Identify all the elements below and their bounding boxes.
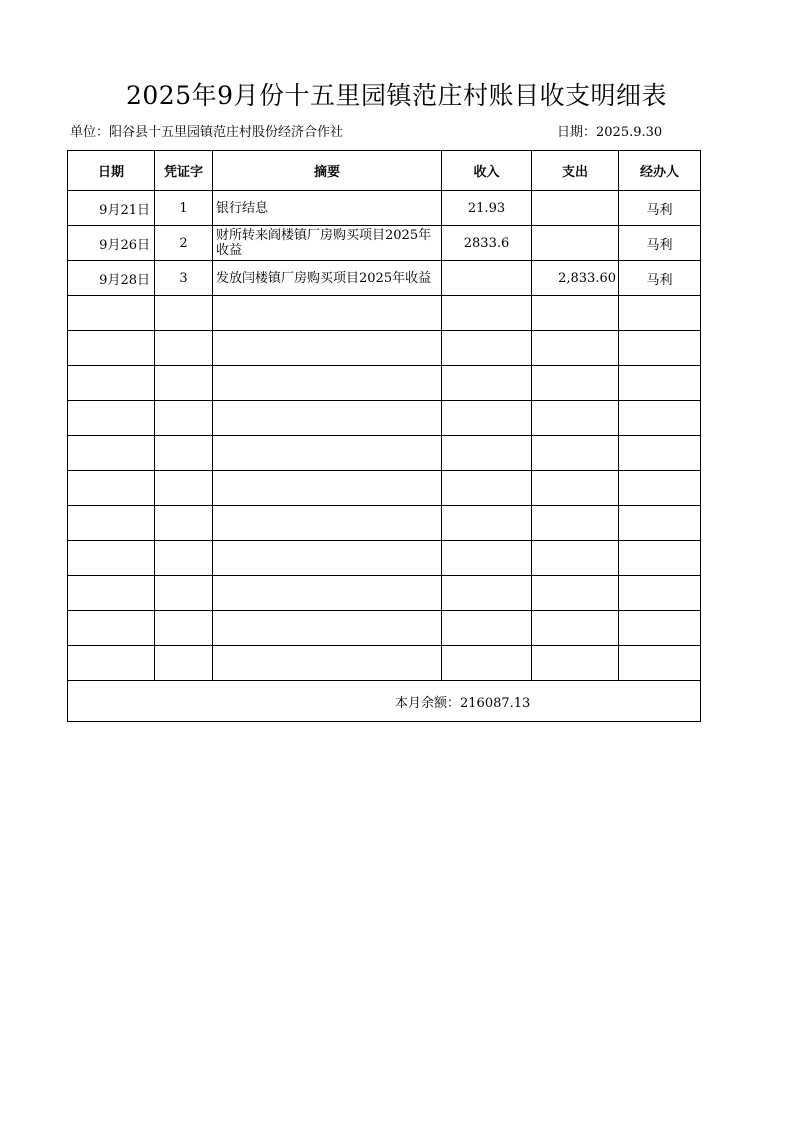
cell-summary	[213, 331, 442, 366]
cell-date	[68, 296, 155, 331]
empty-table-row	[68, 576, 701, 611]
cell-expense	[532, 436, 619, 471]
footer-row	[68, 681, 701, 722]
cell-summary	[213, 401, 442, 436]
cell-expense	[532, 401, 619, 436]
table-row	[68, 226, 701, 261]
cell-date	[68, 541, 155, 576]
month-balance	[395, 696, 530, 711]
table-row	[68, 261, 701, 296]
cell-income: 2833.6	[442, 226, 532, 261]
cell-expense	[532, 226, 619, 261]
cell-voucher	[155, 541, 213, 576]
cell-income	[442, 366, 532, 401]
empty-table-row	[68, 646, 701, 681]
cell-handler	[619, 366, 701, 401]
cell-summary	[213, 506, 442, 541]
empty-table-row	[68, 401, 701, 436]
cell-expense	[532, 191, 619, 226]
cell-summary	[213, 541, 442, 576]
cell-summary: 财所转来阎楼镇厂房购买项目2025年收益	[213, 226, 442, 261]
cell-expense: 2,833.60	[532, 261, 619, 296]
cell-expense	[532, 646, 619, 681]
ledger-table	[67, 150, 701, 722]
cell-summary	[213, 366, 442, 401]
cell-expense	[532, 541, 619, 576]
column-header-expense: 支出	[532, 151, 619, 191]
table-row	[68, 191, 701, 226]
cell-handler	[619, 646, 701, 681]
cell-income	[442, 471, 532, 506]
balance-cell	[68, 681, 701, 722]
cell-date	[68, 506, 155, 541]
cell-income	[442, 646, 532, 681]
cell-voucher	[155, 331, 213, 366]
column-header-handler: 经办人	[619, 151, 701, 191]
cell-handler: 马利	[619, 226, 701, 261]
report-date: 日期：2025.9.30	[557, 125, 663, 140]
page-title: 2025年9月份十五里园镇范庄村账目收支明细表	[125, 81, 668, 110]
cell-income: 21.93	[442, 191, 532, 226]
cell-summary: 银行结息	[213, 191, 442, 226]
cell-expense	[532, 471, 619, 506]
cell-summary	[213, 296, 442, 331]
cell-date	[68, 471, 155, 506]
cell-voucher	[155, 436, 213, 471]
cell-handler	[619, 436, 701, 471]
column-header-date: 日期	[68, 151, 155, 191]
cell-voucher	[155, 471, 213, 506]
cell-voucher: 3	[155, 261, 213, 296]
cell-handler	[619, 576, 701, 611]
cell-date	[68, 611, 155, 646]
balance-label: 本月余额：	[395, 695, 461, 711]
cell-summary: 发放闫楼镇厂房购买项目2025年收益	[213, 261, 442, 296]
cell-voucher	[155, 366, 213, 401]
cell-expense	[532, 331, 619, 366]
cell-expense	[532, 296, 619, 331]
cell-income	[442, 541, 532, 576]
cell-income	[442, 331, 532, 366]
cell-summary	[213, 611, 442, 646]
cell-handler: 马利	[619, 191, 701, 226]
cell-date: 9月28日	[68, 261, 155, 296]
cell-handler	[619, 471, 701, 506]
empty-table-row	[68, 436, 701, 471]
balance-value: 216087.13	[460, 695, 531, 711]
cell-income	[442, 296, 532, 331]
cell-voucher: 2	[155, 226, 213, 261]
cell-handler	[619, 331, 701, 366]
cell-date	[68, 401, 155, 436]
cell-handler	[619, 296, 701, 331]
cell-income	[442, 401, 532, 436]
cell-date: 9月26日	[68, 226, 155, 261]
cell-date	[68, 366, 155, 401]
cell-expense	[532, 366, 619, 401]
cell-expense	[532, 576, 619, 611]
cell-summary	[213, 436, 442, 471]
column-header-summary: 摘要	[213, 151, 442, 191]
cell-voucher	[155, 611, 213, 646]
column-header-voucher: 凭证字	[155, 151, 213, 191]
empty-table-row	[68, 366, 701, 401]
cell-date: 9月21日	[68, 191, 155, 226]
organization-unit: 单位：阳谷县十五里园镇范庄村股份经济合作社	[70, 125, 344, 140]
cell-voucher	[155, 296, 213, 331]
table-header-row	[68, 151, 701, 191]
cell-voucher: 1	[155, 191, 213, 226]
cell-summary	[213, 471, 442, 506]
cell-expense	[532, 611, 619, 646]
cell-date	[68, 436, 155, 471]
cell-date	[68, 331, 155, 366]
empty-table-row	[68, 471, 701, 506]
cell-income	[442, 436, 532, 471]
cell-handler	[619, 541, 701, 576]
empty-table-row	[68, 506, 701, 541]
cell-voucher	[155, 506, 213, 541]
empty-table-row	[68, 611, 701, 646]
cell-handler	[619, 611, 701, 646]
column-header-income: 收入	[442, 151, 532, 191]
cell-handler	[619, 506, 701, 541]
cell-income	[442, 611, 532, 646]
cell-income	[442, 506, 532, 541]
cell-income	[442, 261, 532, 296]
cell-voucher	[155, 646, 213, 681]
empty-table-row	[68, 541, 701, 576]
cell-summary	[213, 646, 442, 681]
cell-date	[68, 646, 155, 681]
cell-income	[442, 576, 532, 611]
cell-summary	[213, 576, 442, 611]
empty-table-row	[68, 296, 701, 331]
empty-table-row	[68, 331, 701, 366]
cell-date	[68, 576, 155, 611]
cell-voucher	[155, 576, 213, 611]
cell-voucher	[155, 401, 213, 436]
cell-handler: 马利	[619, 261, 701, 296]
cell-expense	[532, 506, 619, 541]
cell-handler	[619, 401, 701, 436]
